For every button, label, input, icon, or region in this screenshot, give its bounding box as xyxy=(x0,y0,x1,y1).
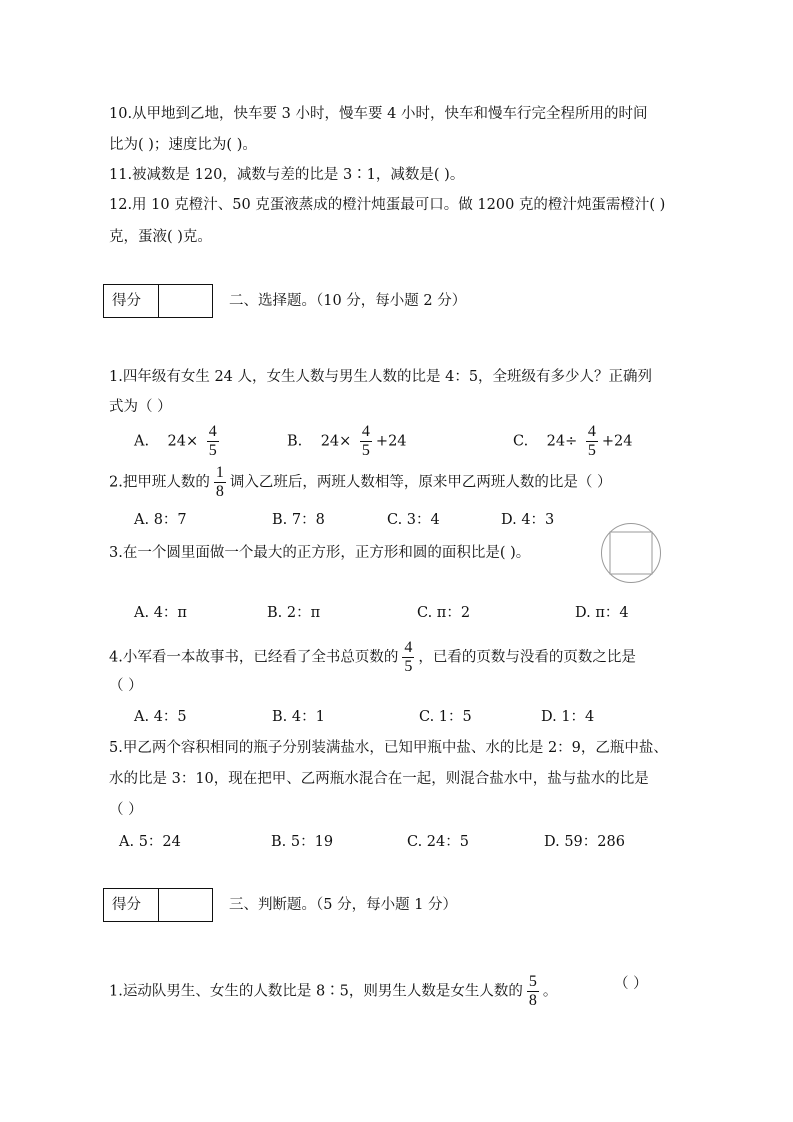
s3-q1-post: 。 xyxy=(542,983,558,1000)
s2-q2-pre: 2.把甲班人数的 xyxy=(109,474,210,491)
s2-q2-option-c[interactable]: C. 3：4 xyxy=(387,512,440,528)
option-label: A. xyxy=(134,433,150,450)
s2-q4-pre: 4.小军看一本故事书，已经看了全书总页数的 xyxy=(109,649,399,666)
fraction-denominator: 5 xyxy=(404,658,413,675)
fraction-numerator: 4 xyxy=(361,423,370,440)
s2-q3-option-b[interactable]: B. 2：π xyxy=(267,605,321,621)
s3-q1-answer-blank[interactable]: （ ） xyxy=(614,976,648,992)
s2-q2-option-b[interactable]: B. 7：8 xyxy=(272,512,325,528)
s2-q5-option-c[interactable]: C. 24：5 xyxy=(407,834,469,850)
s2-q4-option-b[interactable]: B. 4：1 xyxy=(272,709,325,725)
option-expr-post: +24 xyxy=(601,433,633,450)
s2-q5-option-b[interactable]: B. 5：19 xyxy=(271,834,334,850)
s2-q2-line xyxy=(109,465,611,500)
s2-q2-post: 调入乙班后，两班人数相等，原来甲乙两班人数的比是（ ） xyxy=(229,474,612,491)
s2-q3-line1: 3.在一个圆里面做一个最大的正方形，正方形和圆的面积比是( )。 xyxy=(109,545,531,561)
option-expr-pre: 24× xyxy=(167,433,199,450)
q10-line1: 10.从甲地到乙地，快车要 3 小时，慢车要 4 小时，快车和慢车行完全程所用的时间 xyxy=(109,106,648,122)
s2-q4-post: ，已看的页数与没看的页数之比是 xyxy=(418,649,636,666)
s2-q3-option-d[interactable]: D. π：4 xyxy=(575,605,629,621)
s2-q5-line2: 水的比是 3：10，现在把甲、乙两瓶水混合在一起，则混合盐水中，盐与盐水的比是 xyxy=(109,771,649,787)
s2-q3-option-c[interactable]: C. π：2 xyxy=(417,605,471,621)
s2-q1-option-b[interactable] xyxy=(287,424,407,459)
option-expr-post: +24 xyxy=(375,433,407,450)
s2-q5-option-a[interactable]: A. 5：24 xyxy=(119,834,181,850)
fraction xyxy=(527,974,539,1009)
fraction-denominator: 8 xyxy=(215,483,224,500)
s2-q5-line1: 5.甲乙两个容积相同的瓶子分别装满盐水，已知甲瓶中盐、水的比是 2：9，乙瓶中盐、 xyxy=(109,740,668,756)
score-blank-field[interactable] xyxy=(159,285,212,317)
s2-q4-option-a[interactable]: A. 4：5 xyxy=(134,709,187,725)
fraction-denominator: 8 xyxy=(528,992,537,1009)
fraction-denominator: 5 xyxy=(208,442,217,459)
q12-line1: 12.用 10 克橙汁、50 克蛋液蒸成的橙汁炖蛋最可口。做 1200 克的橙汁炖蛋需橙汁( ) xyxy=(109,197,666,213)
s3-q1-line xyxy=(109,974,557,1009)
section2-title: 二、选择题。（10 分，每小题 2 分） xyxy=(229,293,467,309)
score-box-section3 xyxy=(103,888,213,922)
s2-q2-option-d[interactable]: D. 4：3 xyxy=(501,512,555,528)
s2-q3-option-a[interactable]: A. 4：π xyxy=(134,605,187,621)
s3-q1-pre: 1.运动队男生、女生的人数比是 8∶5，则男生人数是女生人数的 xyxy=(109,983,523,1000)
s2-q5-line3: （ ） xyxy=(109,802,143,818)
fraction-numerator: 4 xyxy=(587,423,596,440)
s2-q4-option-c[interactable]: C. 1：5 xyxy=(419,709,472,725)
s2-q4-option-d[interactable]: D. 1：4 xyxy=(541,709,595,725)
fraction xyxy=(214,465,226,500)
s2-q1-option-a[interactable] xyxy=(134,424,223,459)
q11-text: 11.被减数是 120，减数与差的比是 3∶1，减数是( )。 xyxy=(109,167,465,183)
option-label: B. xyxy=(287,433,303,450)
s2-q4-line2: （ ） xyxy=(109,678,143,694)
score-blank-field[interactable] xyxy=(159,889,212,921)
score-box-section2 xyxy=(103,284,213,318)
option-expr-pre: 24× xyxy=(320,433,352,450)
q12-line2: 克，蛋液( )克。 xyxy=(109,229,212,245)
fraction-numerator: 5 xyxy=(528,973,537,990)
s2-q5-option-d[interactable]: D. 59：286 xyxy=(544,834,625,850)
s2-q2-option-a[interactable]: A. 8：7 xyxy=(134,512,187,528)
s2-q1-line1: 1.四年级有女生 24 人，女生人数与男生人数的比是 4：5，全班级有多少人？正确列 xyxy=(109,369,653,385)
fraction-denominator: 5 xyxy=(587,442,596,459)
score-label: 得分 xyxy=(104,889,159,921)
fraction-denominator: 5 xyxy=(361,442,370,459)
score-label: 得分 xyxy=(104,285,159,317)
fraction xyxy=(586,424,598,459)
option-label: C. xyxy=(513,433,529,450)
fraction xyxy=(207,424,219,459)
q10-line2: 比为( )；速度比为( )。 xyxy=(109,137,257,153)
s2-q1-option-c[interactable] xyxy=(513,424,632,459)
fraction-numerator: 4 xyxy=(404,639,413,656)
fraction-numerator: 4 xyxy=(208,423,217,440)
circle-with-inscribed-square-icon xyxy=(600,522,662,584)
option-expr-pre: 24÷ xyxy=(546,433,578,450)
fraction-numerator: 1 xyxy=(215,464,224,481)
s2-q1-line2: 式为（ ） xyxy=(109,399,172,415)
fraction xyxy=(402,640,414,675)
s2-q4-line1 xyxy=(109,640,636,675)
fraction xyxy=(360,424,372,459)
section3-title: 三、判断题。（5 分，每小题 1 分） xyxy=(229,897,458,913)
